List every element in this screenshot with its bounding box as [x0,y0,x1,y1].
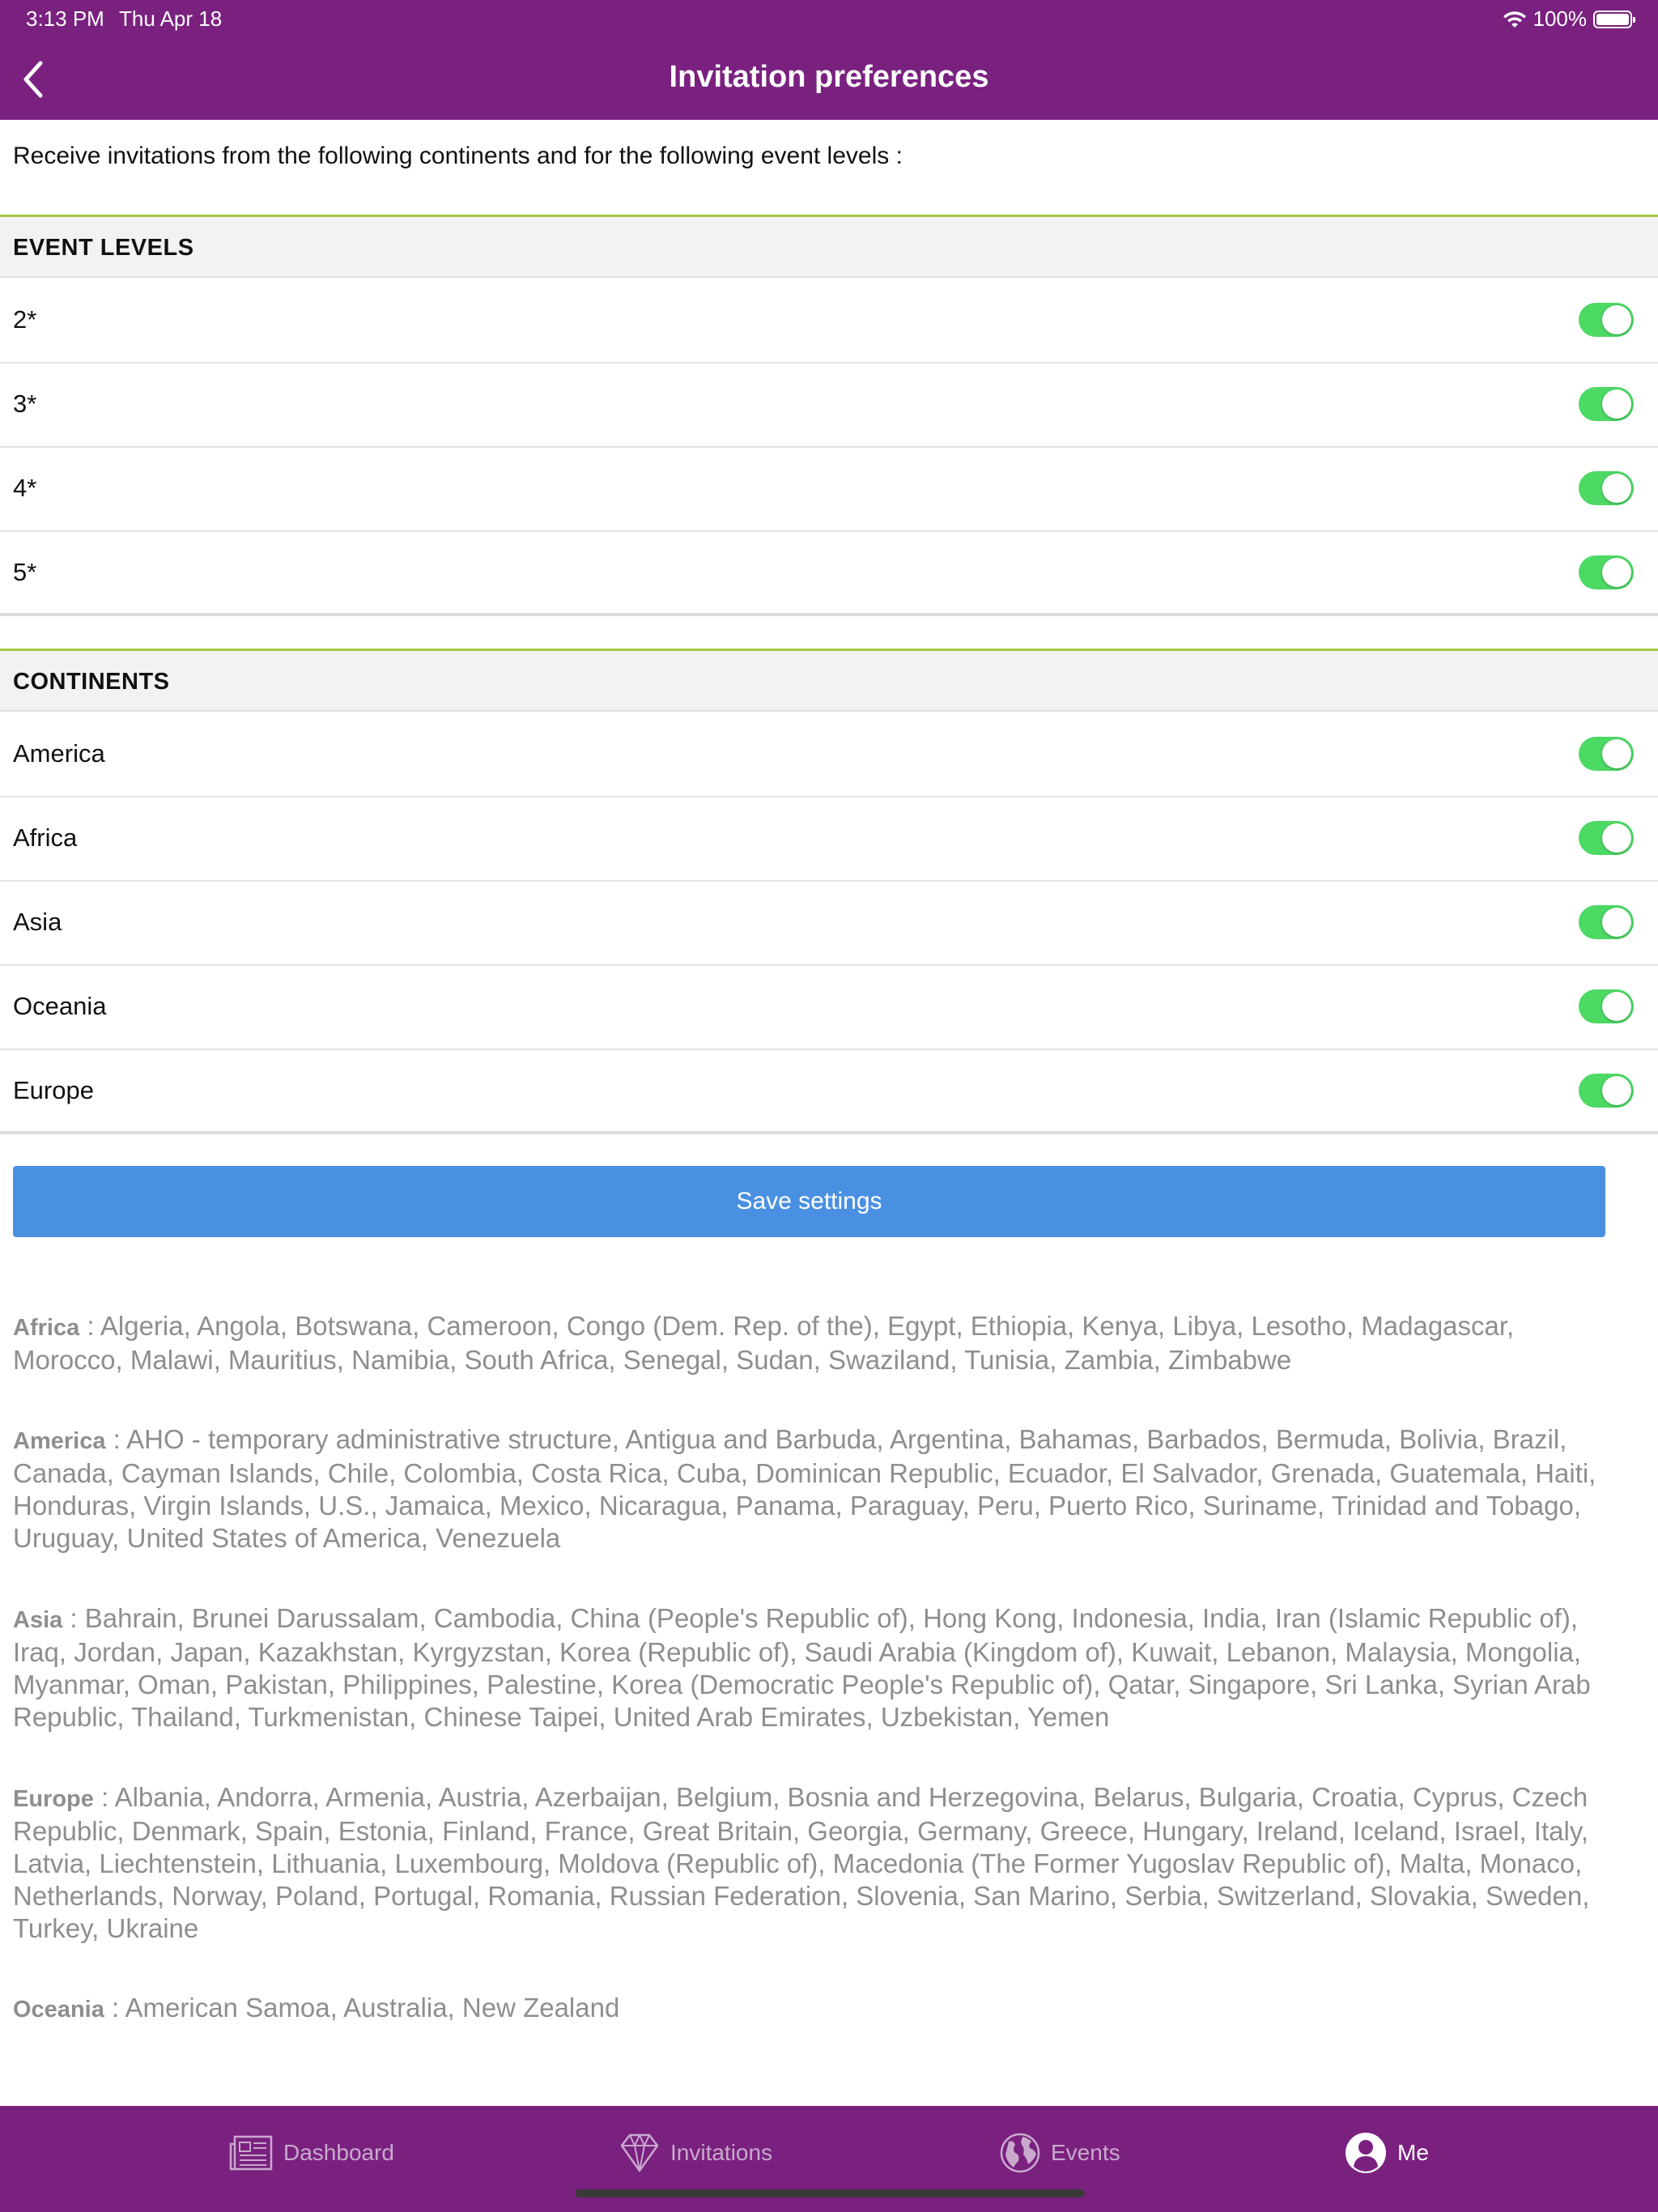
toggle-switch[interactable] [1579,989,1634,1023]
toggle-switch[interactable] [1579,555,1634,589]
intro-text: Receive invitations from the following continents and for the following event levels : [13,143,903,169]
section-title: EVENT LEVELS [13,235,194,261]
row-label: 3* [13,389,37,418]
toggle-switch[interactable] [1579,821,1634,855]
row-label: Asia [13,908,62,936]
toggle-switch[interactable] [1579,387,1634,421]
tab-events[interactable] [999,2129,1120,2177]
region-name: Asia [13,1607,63,1633]
tab-invitations[interactable] [619,2129,772,2177]
tab-dashboard[interactable] [228,2129,394,2177]
battery-percent: 100% [1533,6,1587,31]
event-level-row [0,364,1658,448]
toggle-switch[interactable] [1579,737,1634,771]
region-asia [13,1602,1600,1733]
newspaper-icon [228,2134,274,2172]
tab-me[interactable] [1344,2129,1429,2177]
event-level-row [0,532,1658,616]
tab-label: Invitations [670,2140,773,2165]
nav-bar [0,37,1658,120]
toggle-switch[interactable] [1579,1074,1634,1108]
row-label: 5* [13,558,37,586]
continent-row [0,882,1658,966]
tab-label: Events [1051,2140,1120,2165]
row-label: Oceania [13,992,107,1020]
diamond-icon [619,2132,661,2174]
globe-icon [999,2132,1041,2174]
row-label: 4* [13,474,37,502]
region-africa [13,1310,1600,1376]
region-countries: : Albania, Andorra, Armenia, Austria, Azerbaijan, Belgium, Bosnia and Herzegovina, Belarus, Bulgaria, Croatia, Cyprus, Czech Republic, Denmark, Spain, Estonia, Finland, France, Great Britain, Georgia, Germany, Greece, Hungary, Ireland, Iceland, Israel, Italy, Latvia, Liechtenstein, Lithuania, Luxembourg, Moldova (Republic of), Macedonia (The Former Yugoslav Republic of), Malta, Monaco, Netherlands, Norway, Poland, Portugal, Romania, Russian Federation, Slovenia, San Marino, Serbia, Switzerland, Slovakia, Sweden, Turkey, Ukraine [13,1782,1590,1943]
status-bar [0,0,1658,37]
row-label: Africa [13,823,78,852]
region-countries: : Bahrain, Brunei Darussalam, Cambodia, China (People's Republic of), Hong Kong, Indonesia, India, Iran (Islamic Republic of), Iraq, Jordan, Japan, Kazakhstan, Kyrgyzstan, Korea (Republic of), Saudi Arabia (Kingdom of), Kuwait, Lebanon, Malaysia, Mongolia, Myanmar, Oman, Pakistan, Philippines, Palestine, Korea (Democratic People's Republic of), Qatar, Singapore, Sri Lanka, Syrian Arab Republic, Thailand, Turkmenistan, Chinese Taipei, United Arab Emirates, Uzbekistan, Yemen [13,1603,1591,1732]
region-name: Africa [13,1315,80,1341]
battery-icon [1593,11,1632,28]
region-countries: : American Samoa, Australia, New Zealand [104,1993,620,2023]
event-level-row [0,448,1658,532]
section-title: CONTINENTS [13,669,170,695]
region-name: Oceania [13,1997,104,2023]
continent-row [0,1050,1658,1134]
region-name: Europe [13,1786,94,1812]
home-indicator [575,2189,1085,2197]
wifi-icon [1503,10,1527,29]
region-countries: : AHO - temporary administrative structure, Antigua and Barbuda, Argentina, Bahamas, Barbados, Bermuda, Bolivia, Brazil, Canada, Cayman Islands, Chile, Colombia, Costa Rica, Cuba, Dominican Republic, Ecuador, El Salvador, Grenada, Guatemala, Haiti, Honduras, Virgin Islands, U.S., Jamaica, Mexico, Nicaragua, Panama, Paraguay, Peru, Puerto Rico, Suriname, Trinidad and Tobago, Uruguay, United States of America, Venezuela [13,1424,1596,1553]
region-europe [13,1781,1600,1945]
row-label: America [13,739,105,768]
toggle-switch[interactable] [1579,303,1634,337]
tab-label: Dashboard [283,2140,394,2165]
tab-label: Me [1397,2140,1429,2165]
person-icon [1344,2131,1388,2175]
region-oceania [13,1992,1600,2026]
continents-header [0,649,1658,712]
status-date: Thu Apr 18 [119,6,223,31]
page-title: Invitation preferences [669,60,989,94]
event-level-row [0,279,1658,364]
continent-row [0,798,1658,882]
event-levels-header [0,215,1658,278]
row-label: 2* [13,305,37,334]
toggle-switch[interactable] [1579,905,1634,939]
region-countries: : Algeria, Angola, Botswana, Cameroon, Congo (Dem. Rep. of the), Egypt, Ethiopia, Kenya, Libya, Lesotho, Madagascar, Morocco, Malawi, Mauritius, Namibia, South Africa, Senegal, Sudan, Swaziland, Tunisia, Zambia, Zimbabwe [13,1311,1515,1375]
continent-row [0,713,1658,798]
status-time: 3:13 PM [26,6,104,31]
row-label: Europe [13,1076,94,1104]
status-indicators [1503,6,1633,32]
region-name: America [13,1428,106,1454]
region-america [13,1423,1600,1555]
continent-row [0,966,1658,1050]
toggle-switch[interactable] [1579,471,1634,505]
save-settings-button[interactable]: Save settings [13,1166,1605,1237]
